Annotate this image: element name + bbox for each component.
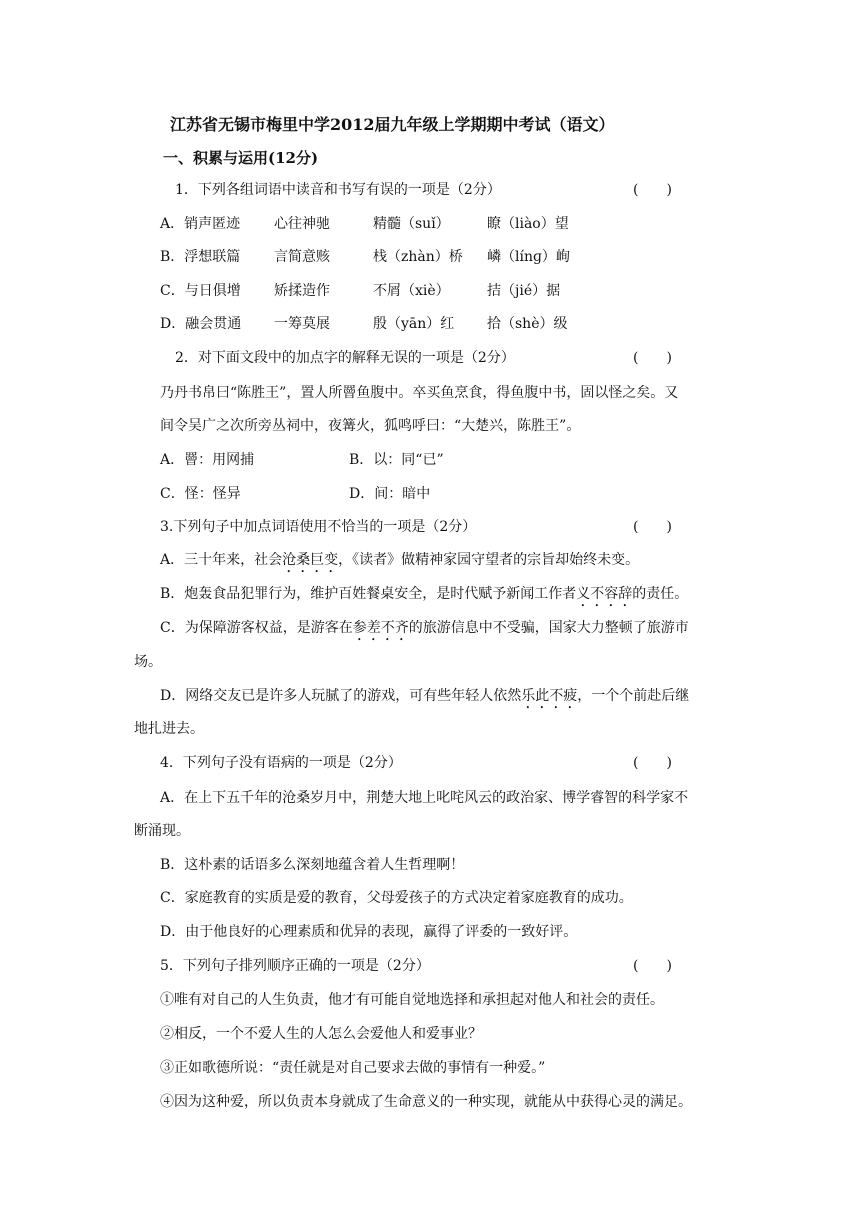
text-run: ，《读者》做精神家园守望者的宗旨却始终未变。 — [338, 552, 640, 568]
text-run: A．三十年来，社会 — [160, 552, 283, 568]
text-run: D．网络交友已是许多人玩腻了的游戏，可有些年轻人依然 — [160, 688, 522, 704]
option-cell: A．销声匿迹 — [160, 216, 241, 232]
option-cell: B．浮想联篇 — [160, 249, 241, 265]
dotted-phrase: 参差不齐 — [352, 620, 409, 636]
option-cell: 心往神驰 — [274, 216, 330, 232]
q3-option-c-continued: 场。 — [134, 654, 162, 670]
option-cell: 一筹莫展 — [274, 316, 330, 332]
q5-stem: 5．下列句子排列顺序正确的一项是（2分） — [160, 958, 430, 974]
option-cell: 拮（jié）据 — [487, 283, 561, 299]
q2-option-d: D．间：暗中 — [349, 486, 431, 502]
q2-option-b: B．以：同“已” — [349, 452, 444, 468]
option-cell: 不屑（xiè） — [373, 283, 450, 299]
q4-option-c: C．家庭教育的实质是爱的教育，父母爱孩子的方式决定着家庭教育的成功。 — [160, 890, 633, 906]
q2-option-c: C．怪：怪异 — [160, 486, 241, 502]
option-cell: 嶙（línɡ）峋 — [487, 249, 570, 265]
q1-answer-blank: ( ) — [633, 182, 672, 198]
option-cell: 矫揉造作 — [274, 283, 330, 299]
q2-passage-line: 间令吴广之次所旁丛祠中，夜篝火，狐鸣呼曰：“大楚兴，陈胜王”。 — [160, 418, 581, 434]
q3-option-a — [160, 550, 639, 576]
q4-option-a-continued: 断涌现。 — [134, 823, 190, 839]
q2-passage-line: 乃丹书帛曰“陈胜王”，置人所罾鱼腹中。卒买鱼烹食，得鱼腹中书，固以怪之矣。又 — [160, 385, 679, 401]
text-run: B．炮轰食品犯罪行为，维护百姓餐桌安全，是时代赋予新闻工作者 — [160, 586, 577, 602]
q4-option-d: D．由于他良好的心理素质和优异的表现，赢得了评委的一致好评。 — [160, 924, 578, 940]
q4-stem: 4．下列句子没有语病的一项是（2分） — [160, 755, 402, 771]
dotted-phrase: 乐此不疲 — [521, 688, 578, 704]
text-run: C．为保障游客权益，是游客在 — [160, 620, 353, 636]
q5-sentence: ②相反，一个不爱人生的人怎么会爱他人和爱事业？ — [160, 1026, 482, 1042]
q2-option-a: A．罾：用网捕 — [160, 452, 255, 468]
text-run: 的旅游信息中不受骗，国家大力整顿了旅游市 — [408, 620, 689, 636]
option-cell: 瞭（liào）望 — [487, 216, 569, 232]
dotted-phrase: 义不容辞 — [576, 586, 633, 602]
option-cell: D．融会贯通 — [160, 316, 242, 332]
q3-answer-blank: ( ) — [633, 519, 672, 535]
q3-stem: 3.下列句子中加点词语使用不恰当的一项是（2分） — [160, 519, 477, 535]
option-cell: 精髓（suǐ） — [373, 216, 450, 232]
option-cell: 殷（yān）红 — [373, 316, 455, 332]
option-cell: 栈（zhàn）桥 — [373, 249, 463, 265]
q5-answer-blank: ( ) — [633, 958, 672, 974]
q2-stem: 2．对下面文段中的加点字的解释无误的一项是（2分） — [175, 350, 515, 366]
q5-sentence: ①唯有对自己的人生负责，他才有可能自觉地选择和承担起对他人和社会的责任。 — [160, 992, 664, 1008]
q2-answer-blank: ( ) — [633, 350, 672, 366]
q5-sentence: ③正如歌德所说：“责任就是对自己要求去做的事情有一种爱。” — [160, 1060, 546, 1076]
dotted-phrase: 沧桑巨变 — [282, 552, 339, 568]
q1-stem: 1．下列各组词语中读音和书写有误的一项是（2分） — [175, 182, 501, 198]
text-run: 的责任。 — [632, 586, 689, 602]
text-run: ，一个个前赴后继 — [577, 688, 690, 704]
q3-option-b — [160, 584, 688, 610]
option-cell: 言简意赅 — [274, 249, 330, 265]
q5-sentence: ④因为这种爱，所以负责本身就成了生命意义的一种实现，就能从中获得心灵的满足。 — [160, 1094, 692, 1110]
section-heading: 一、积累与运用(12分) — [163, 149, 319, 167]
q4-option-b: B．这朴素的话语多么深刻地蕴含着人生哲理啊！ — [160, 857, 465, 873]
option-cell: C．与日俱增 — [160, 283, 241, 299]
option-cell: 拾（shè）级 — [487, 316, 568, 332]
q3-option-d-continued: 地扎进去。 — [134, 721, 204, 737]
document-title: 江苏省无锡市梅里中学2012届九年级上学期期中考试（语文） — [170, 115, 615, 134]
q3-option-d — [160, 686, 689, 712]
q4-answer-blank: ( ) — [633, 755, 672, 771]
q3-option-c — [160, 618, 689, 644]
q4-option-a: A．在上下五千年的沧桑岁月中，荆楚大地上叱咤风云的政治家、博学睿智的科学家不 — [160, 790, 689, 806]
